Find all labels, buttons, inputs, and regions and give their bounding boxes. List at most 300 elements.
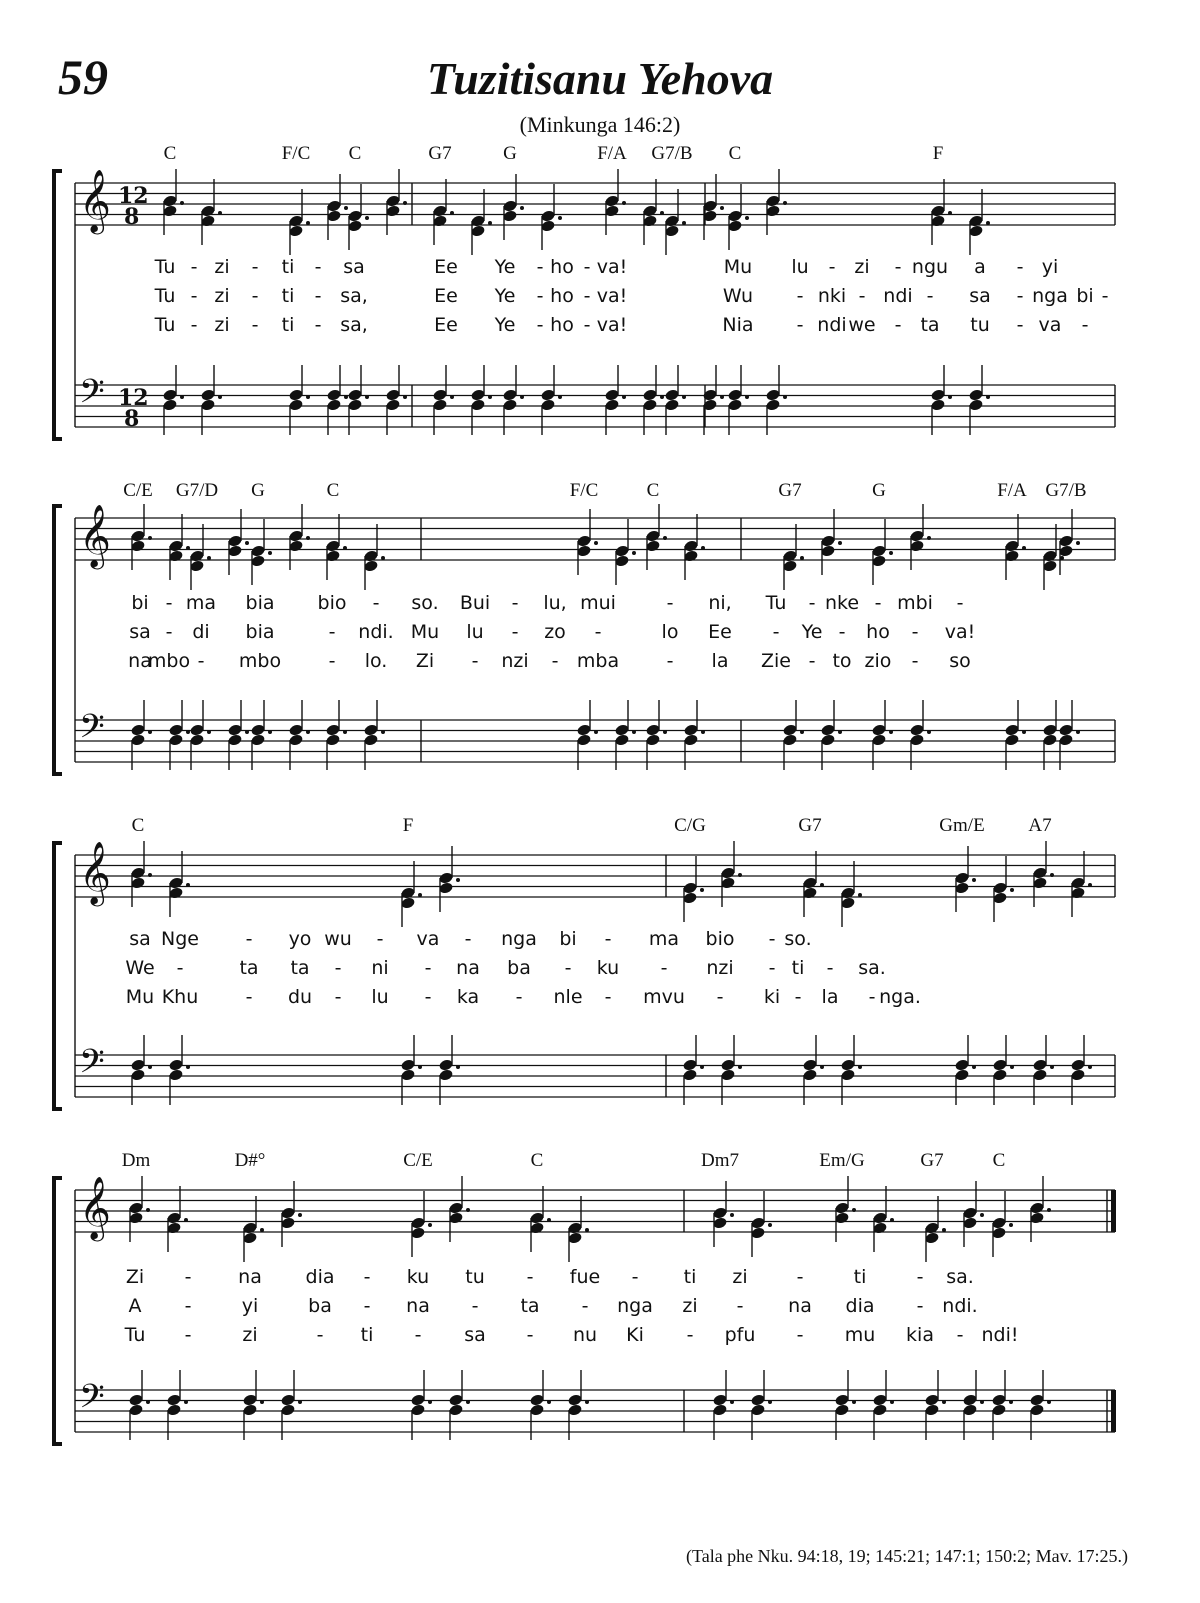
- lyric-syllable: -: [536, 256, 544, 278]
- note: [924, 1370, 946, 1440]
- chord-symbol: G7: [920, 1150, 944, 1171]
- lyric-syllable: ho: [550, 285, 574, 307]
- lyric-syllable: so: [949, 650, 971, 672]
- lyric-syllable: -: [328, 621, 336, 643]
- lyric-syllable: -: [363, 1295, 371, 1317]
- lyric-syllable: -: [916, 1266, 924, 1288]
- lyric-syllable: nga: [501, 928, 537, 950]
- time-signature-top: 12: [118, 385, 149, 411]
- lyric-syllable: -: [515, 986, 523, 1008]
- note: [242, 1196, 264, 1262]
- lyric-syllable: pfu: [724, 1324, 756, 1346]
- lyric-syllable: -: [471, 1295, 479, 1317]
- note: [168, 514, 190, 580]
- lyric-syllable: lo.: [364, 650, 388, 672]
- lyric-syllable: -: [464, 928, 472, 950]
- lyric-syllable: yi: [241, 1295, 259, 1317]
- lyric-syllable: na: [128, 650, 152, 672]
- lyric-syllable: ti: [281, 285, 295, 307]
- lyric-syllable: na: [406, 1295, 430, 1317]
- chord-symbol: F/C: [569, 480, 599, 501]
- lyric-syllable: sa,: [340, 314, 368, 336]
- lyric-syllable: -: [245, 986, 253, 1008]
- lyric-syllable: -: [666, 592, 674, 614]
- note: [470, 365, 492, 435]
- lyric-syllable: sa: [969, 285, 991, 307]
- lyric-syllable: va!: [596, 285, 628, 307]
- lyric-syllable: Ki: [626, 1324, 644, 1346]
- lyric-syllable: -: [526, 1266, 534, 1288]
- note: [189, 524, 211, 590]
- chord-symbol: F: [402, 815, 414, 836]
- hymn-title: Tuzitisanu Yehova: [426, 53, 774, 104]
- lyric-syllable: sa: [129, 621, 151, 643]
- note: [1032, 1035, 1054, 1105]
- note: [992, 1035, 1014, 1105]
- lyric-syllable: -: [1016, 314, 1024, 336]
- lyric-syllable: -: [768, 928, 776, 950]
- hymn-subtitle: (Minkunga 146:2): [519, 112, 681, 137]
- note: [470, 189, 492, 255]
- note: [820, 509, 842, 575]
- lyric-syllable: -: [828, 256, 836, 278]
- lyric-syllable: ki: [763, 986, 781, 1008]
- note: [410, 1370, 432, 1440]
- chord-symbol: C: [326, 480, 340, 501]
- note: [642, 179, 664, 245]
- lyric-syllable: va!: [944, 621, 976, 643]
- lyric-syllable: nzi: [706, 957, 734, 979]
- lyric-syllable: mvu: [643, 986, 685, 1008]
- lyric-syllable: lu,: [543, 592, 567, 614]
- lyric-syllable: -: [794, 986, 802, 1008]
- lyric-syllable: Mu: [723, 256, 753, 278]
- chord-symbol: G7: [428, 143, 452, 164]
- chord-symbol: Em/G: [819, 1150, 865, 1171]
- chord-symbol: D#°: [234, 1150, 266, 1171]
- lyric-syllable: -: [583, 256, 591, 278]
- note: [288, 189, 310, 255]
- note: [1058, 509, 1080, 575]
- lyric-syllable: ta: [239, 957, 259, 979]
- lyric-syllable: na: [788, 1295, 812, 1317]
- lyric-syllable: la: [821, 986, 839, 1008]
- lyric-syllable: mui: [580, 592, 616, 614]
- chord-symbol: C: [131, 815, 145, 836]
- note: [162, 365, 184, 435]
- note: [432, 365, 454, 435]
- lyric-syllable: -: [768, 957, 776, 979]
- lyric-syllable: na: [238, 1266, 262, 1288]
- lyric-syllable: -: [868, 986, 876, 1008]
- lyric-syllable: zio: [864, 650, 892, 672]
- lyric-syllable: Ye: [494, 285, 516, 307]
- grand-staff: [0, 1140, 1200, 1450]
- lyric-syllable: mbo: [238, 650, 282, 672]
- note: [168, 700, 190, 770]
- lyric-syllable: -: [414, 1324, 422, 1346]
- note: [130, 700, 152, 770]
- lyric-syllable: Ee: [434, 256, 458, 278]
- lyric-syllable: bi: [1076, 285, 1094, 307]
- lyric-syllable: ni: [371, 957, 389, 979]
- lyric-syllable: -: [660, 957, 668, 979]
- lyric-syllable: a: [974, 256, 986, 278]
- lyric-syllable: -: [328, 650, 336, 672]
- lyric-syllable: -: [184, 1295, 192, 1317]
- lyric-syllable: bia: [245, 621, 275, 643]
- lyric-syllable: ma: [185, 592, 217, 614]
- treble-clef-icon: 𝄞: [79, 504, 111, 567]
- note: [130, 1035, 152, 1105]
- lyric-syllable: nga: [1032, 285, 1068, 307]
- chord-symbol: C: [348, 143, 362, 164]
- note: [683, 700, 705, 770]
- lyric-syllable: -: [245, 928, 253, 950]
- lyric-syllable: dia: [305, 1266, 335, 1288]
- note: [968, 365, 990, 435]
- lyric-syllable: fue: [569, 1266, 601, 1288]
- note: [200, 179, 222, 245]
- lyric-syllable: la: [711, 650, 729, 672]
- note: [325, 700, 347, 770]
- lyric-syllable: Mu: [125, 986, 155, 1008]
- lyric-syllable: Tu: [154, 256, 176, 278]
- lyric-syllable: sa,: [340, 285, 368, 307]
- treble-clef-icon: 𝄞: [79, 1176, 111, 1239]
- lyric-syllable: bia: [245, 592, 275, 614]
- note: [280, 1181, 302, 1247]
- lyric-syllable: -: [808, 650, 816, 672]
- note: [909, 700, 931, 770]
- lyric-syllable: va!: [596, 256, 628, 278]
- note: [1004, 514, 1026, 580]
- lyric-syllable: -: [858, 285, 866, 307]
- chord-symbol: Dm: [121, 1150, 151, 1171]
- lyric-syllable: -: [796, 1266, 804, 1288]
- note: [567, 1370, 589, 1440]
- note: [448, 1370, 470, 1440]
- lyric-syllable: Nge: [161, 928, 199, 950]
- lyric-syllable: tu: [970, 314, 990, 336]
- lyric-syllable: Mu: [410, 621, 440, 643]
- note: [682, 1035, 704, 1105]
- lyric-syllable: -: [796, 1324, 804, 1346]
- lyric-syllable: kia: [906, 1324, 934, 1346]
- note: [712, 1181, 734, 1247]
- lyric-syllable: -: [808, 592, 816, 614]
- time-signature-bottom: 8: [124, 406, 140, 432]
- lyric-syllable: -: [604, 928, 612, 950]
- lyric-syllable: nke: [824, 592, 860, 614]
- note: [227, 700, 249, 770]
- chord-symbol: C: [646, 480, 660, 501]
- note: [288, 700, 310, 770]
- chord-symbol: G: [503, 143, 517, 164]
- note: [400, 861, 422, 927]
- time-signature-bottom: 8: [124, 204, 140, 230]
- chord-symbol: C/E: [123, 480, 153, 501]
- lyric-syllable: zi: [214, 314, 230, 336]
- lyric-syllable: nzi: [501, 650, 529, 672]
- lyric-syllable: A: [128, 1295, 142, 1317]
- note: [834, 1370, 856, 1440]
- lyric-syllable: -: [251, 256, 259, 278]
- lyric-syllable: -: [424, 957, 432, 979]
- note: [168, 1035, 190, 1105]
- lyric-syllable: ta: [290, 957, 310, 979]
- lyric-syllable: di: [192, 621, 210, 643]
- lyric-syllable: -: [471, 650, 479, 672]
- lyric-syllable: -: [911, 650, 919, 672]
- lyric-syllable: -: [536, 314, 544, 336]
- lyric-syllable: mbi: [897, 592, 933, 614]
- lyric-syllable: -: [316, 1324, 324, 1346]
- lyric-syllable: -: [564, 957, 572, 979]
- note: [1070, 1035, 1092, 1105]
- note: [529, 1186, 551, 1252]
- lyric-syllable: yo: [288, 928, 312, 950]
- note: [802, 851, 824, 917]
- lyric-syllable: -: [372, 592, 380, 614]
- note: [347, 365, 369, 435]
- lyric-syllable: zi: [682, 1295, 698, 1317]
- lyric-syllable: -: [686, 1324, 694, 1346]
- lyric-syllable: -: [424, 986, 432, 1008]
- lyric-syllable: tu: [465, 1266, 485, 1288]
- note: [529, 1370, 551, 1440]
- lyric-syllable: Ee: [708, 621, 732, 643]
- note: [363, 700, 385, 770]
- lyric-syllable: Nia: [722, 314, 754, 336]
- chord-symbol: F/C: [281, 143, 311, 164]
- lyric-syllable: nu: [572, 1324, 598, 1346]
- lyric-syllable: -: [894, 314, 902, 336]
- lyric-syllable: -: [251, 285, 259, 307]
- lyric-syllable: zi: [214, 285, 230, 307]
- note: [363, 524, 385, 590]
- chord-symbol: C/G: [674, 815, 706, 836]
- lyric-syllable: -: [165, 592, 173, 614]
- chord-symbol: C: [163, 143, 177, 164]
- lyric-syllable: lu: [466, 621, 484, 643]
- lyric-syllable: sa: [129, 928, 151, 950]
- note: [128, 1370, 150, 1440]
- lyric-syllable: -: [838, 621, 846, 643]
- note: [576, 700, 598, 770]
- lyric-syllable: nki: [817, 285, 847, 307]
- lyric-syllable: -: [334, 957, 342, 979]
- lyric-syllable: -: [716, 986, 724, 1008]
- lyric-syllable: Tu: [765, 592, 787, 614]
- bass-clef-icon: 𝄢: [79, 708, 105, 754]
- note: [614, 700, 636, 770]
- lyric-syllable: zi: [732, 1266, 748, 1288]
- lyric-syllable: Zie: [761, 650, 791, 672]
- lyric-syllable: Bui: [459, 592, 491, 614]
- lyric-syllable: -: [251, 314, 259, 336]
- lyric-syllable: ba: [507, 957, 531, 979]
- chord-symbol: G7/B: [1045, 480, 1087, 501]
- lyric-syllable: so.: [411, 592, 439, 614]
- chord-symbol: F/A: [997, 480, 1027, 501]
- lyric-syllable: lo: [661, 621, 679, 643]
- note: [991, 1370, 1013, 1440]
- lyric-syllable: nga.: [879, 986, 921, 1008]
- lyric-syllable: Ye: [801, 621, 823, 643]
- note: [325, 514, 347, 580]
- lyric-syllable: ndi: [817, 314, 847, 336]
- lyric-syllable: na: [456, 957, 480, 979]
- note: [720, 1035, 742, 1105]
- note: [871, 700, 893, 770]
- lyric-syllable: mba: [576, 650, 620, 672]
- lyric-syllable: -: [604, 986, 612, 1008]
- note: [645, 700, 667, 770]
- lyric-syllable: wu: [324, 928, 352, 950]
- note: [683, 514, 705, 580]
- lyric-syllable: ta: [920, 314, 940, 336]
- lyric-syllable: -: [184, 1266, 192, 1288]
- chord-symbol: F: [932, 143, 944, 164]
- lyric-syllable: Ye: [494, 256, 516, 278]
- lyric-syllable: ti: [791, 957, 805, 979]
- lyric-syllable: -: [926, 285, 934, 307]
- lyric-syllable: lu: [791, 256, 809, 278]
- lyric-syllable: ma: [648, 928, 680, 950]
- lyric-syllable: Zi: [125, 1266, 145, 1288]
- note: [954, 846, 976, 912]
- note: [872, 1186, 894, 1252]
- treble-clef-icon: 𝄞: [79, 841, 111, 904]
- note: [168, 851, 190, 917]
- lyric-syllable: zi: [242, 1324, 258, 1346]
- lyric-syllable: ho: [550, 256, 574, 278]
- lyric-syllable: -: [190, 256, 198, 278]
- lyric-syllable: sa: [343, 256, 365, 278]
- lyric-syllable: -: [1016, 285, 1024, 307]
- lyric-syllable: ba: [308, 1295, 332, 1317]
- note: [288, 365, 310, 435]
- lyric-syllable: -: [956, 592, 964, 614]
- lyric-syllable: ndi: [883, 285, 913, 307]
- lyric-syllable: bio: [317, 592, 347, 614]
- note: [1070, 851, 1092, 917]
- lyric-syllable: -: [916, 1295, 924, 1317]
- lyric-syllable: ngu: [911, 256, 949, 278]
- chord-symbol: Gm/E: [939, 815, 985, 836]
- lyric-syllable: mu: [844, 1324, 876, 1346]
- lyric-syllable: lu: [371, 986, 389, 1008]
- note: [604, 365, 626, 435]
- note: [326, 365, 348, 435]
- lyric-syllable: Tu: [154, 285, 176, 307]
- note: [930, 365, 952, 435]
- lyric-syllable: sa.: [946, 1266, 974, 1288]
- note: [782, 700, 804, 770]
- lyric-syllable: Ee: [434, 285, 458, 307]
- lyric-syllable: -: [956, 1324, 964, 1346]
- lyric-syllable: Tu: [124, 1324, 146, 1346]
- chord-symbol: C/E: [403, 1150, 433, 1171]
- lyric-syllable: -: [1081, 314, 1089, 336]
- lyric-syllable: -: [594, 621, 602, 643]
- lyric-syllable: -: [583, 314, 591, 336]
- lyric-syllable: -: [526, 1324, 534, 1346]
- chord-symbol: F/A: [597, 143, 627, 164]
- note: [782, 524, 804, 590]
- lyric-syllable: -: [314, 285, 322, 307]
- note: [540, 365, 562, 435]
- lyric-syllable: sa: [464, 1324, 486, 1346]
- lyric-syllable: -: [363, 1266, 371, 1288]
- note: [930, 179, 952, 245]
- note: [567, 1196, 589, 1262]
- bass-clef-icon: 𝄢: [79, 1043, 105, 1089]
- note: [250, 700, 272, 770]
- note: [727, 365, 749, 435]
- note: [872, 1370, 894, 1440]
- lyric-syllable: -: [1016, 256, 1024, 278]
- note: [1029, 1370, 1051, 1440]
- chord-symbol: G: [872, 480, 886, 501]
- note: [802, 1035, 824, 1105]
- lyric-syllable: to: [832, 650, 852, 672]
- lyric-syllable: ka: [456, 986, 480, 1008]
- lyric-syllable: yi: [1041, 256, 1059, 278]
- bass-clef-icon: 𝄢: [79, 1378, 105, 1424]
- lyric-syllable: ti: [281, 256, 295, 278]
- lyric-syllable: ho: [550, 314, 574, 336]
- note: [1042, 700, 1064, 770]
- lyric-syllable: ho: [866, 621, 890, 643]
- lyric-syllable: du: [287, 986, 313, 1008]
- hymn-number: 59: [58, 49, 108, 105]
- lyric-syllable: ti: [281, 314, 295, 336]
- note: [664, 189, 686, 255]
- lyric-syllable: zi: [854, 256, 870, 278]
- note: [642, 365, 664, 435]
- lyric-syllable: ti: [853, 1266, 867, 1288]
- lyric-syllable: -: [334, 986, 342, 1008]
- note: [189, 700, 211, 770]
- note: [200, 365, 222, 435]
- chord-symbol: G7/D: [175, 480, 219, 501]
- lyric-syllable: -: [583, 285, 591, 307]
- lyric-syllable: ku: [406, 1266, 430, 1288]
- lyric-syllable: zi: [214, 256, 230, 278]
- lyric-syllable: -: [581, 1295, 589, 1317]
- note: [400, 1035, 422, 1105]
- lyric-syllable: -: [551, 650, 559, 672]
- lyric-syllable: -: [176, 957, 184, 979]
- note: [1042, 524, 1064, 590]
- lyric-syllable: We: [125, 957, 155, 979]
- lyric-syllable: so.: [784, 928, 812, 950]
- lyric-syllable: -: [536, 285, 544, 307]
- lyric-syllable: -: [190, 314, 198, 336]
- lyric-syllable: -: [376, 928, 384, 950]
- note: [502, 174, 524, 240]
- lyric-syllable: -: [165, 621, 173, 643]
- chord-symbol: G7/B: [651, 143, 693, 164]
- lyric-syllable: Wu: [722, 285, 754, 307]
- lyric-syllable: dia: [845, 1295, 875, 1317]
- note: [242, 1370, 264, 1440]
- lyric-syllable: va: [416, 928, 440, 950]
- lyric-syllable: Ee: [434, 314, 458, 336]
- note: [712, 1370, 734, 1440]
